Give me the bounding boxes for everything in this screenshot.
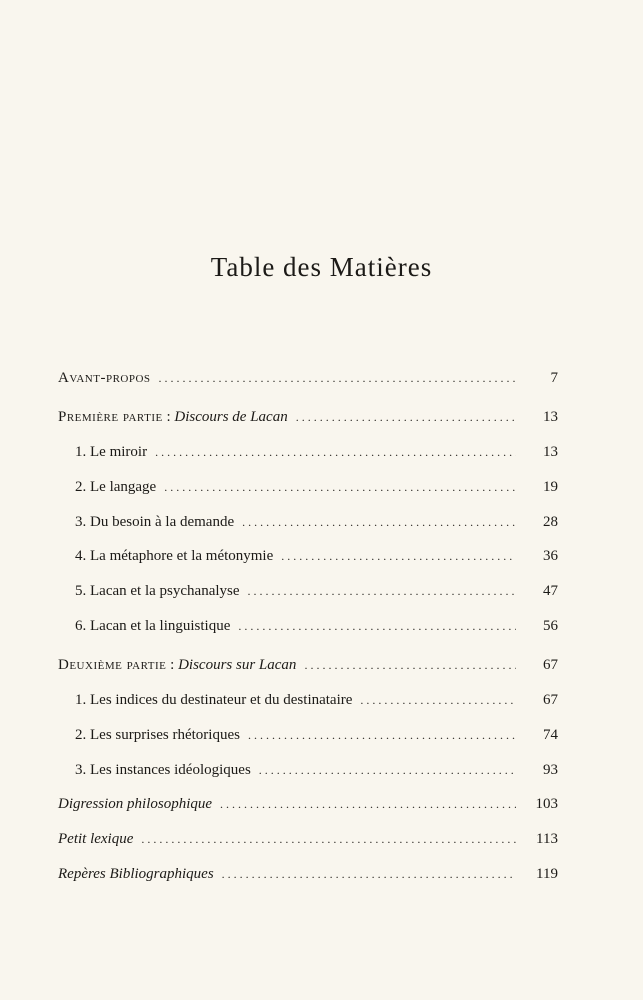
- dot-leader: [220, 794, 516, 814]
- toc-entry-le-langage: [75, 477, 558, 497]
- toc-entry-label: Avant-propos: [58, 370, 151, 386]
- toc-entry-label: 6. Lacan et la linguistique: [75, 618, 231, 634]
- toc-part-label: Deuxième partie: [58, 657, 167, 673]
- toc-entry-page: 47: [543, 583, 558, 599]
- toc-entry-reperes: [58, 864, 558, 884]
- toc-entry-page: 74: [543, 727, 558, 743]
- toc-part-label: Première partie: [58, 409, 163, 425]
- toc-entry-page: 56: [543, 618, 558, 634]
- dot-leader: [281, 546, 516, 566]
- toc-entry-label: 1. Le miroir: [75, 444, 148, 460]
- page-title: Table des Matières: [210, 252, 433, 282]
- toc-entry-label: Digression philosophique: [58, 796, 213, 812]
- toc-entry-lexique: [58, 829, 558, 849]
- dot-leader: [242, 512, 516, 532]
- toc-entry-page: 13: [543, 409, 558, 425]
- dot-leader: [296, 407, 516, 427]
- dot-leader: [159, 368, 516, 388]
- toc-entry-label: Repères Bibliographiques: [58, 866, 214, 882]
- dot-leader: [222, 864, 516, 884]
- dot-leader: [164, 477, 516, 497]
- toc-entry-page: 103: [535, 796, 558, 812]
- toc-part-subtitle: Discours sur Lacan: [178, 657, 297, 673]
- dot-leader: [360, 690, 516, 710]
- toc-entry-label: 1. Les indices du destinateur et du destinataire: [75, 692, 353, 708]
- toc-entry-psychanalyse: [75, 581, 558, 601]
- toc-entry-page: 19: [543, 479, 558, 495]
- toc-entry-page: 113: [536, 831, 558, 847]
- toc-entry-label: 5. Lacan et la psychanalyse: [75, 583, 240, 599]
- toc-entry-avant-propos: [58, 368, 558, 388]
- toc-entry-digression: [58, 794, 558, 814]
- toc-entry-linguistique: [75, 616, 558, 636]
- dot-leader: [304, 655, 516, 675]
- toc-entry-le-miroir: [75, 442, 558, 462]
- toc-entry-indices: [75, 690, 558, 710]
- toc-part-separator: :: [162, 409, 175, 425]
- dot-leader: [141, 829, 516, 849]
- toc-entry-label: Petit lexique: [58, 831, 134, 847]
- toc-entry-premiere-partie: [58, 407, 558, 427]
- toc-entry-instances: [75, 760, 558, 780]
- toc-entry-label: 3. Du besoin à la demande: [75, 514, 235, 530]
- toc-entry-page: 119: [536, 866, 558, 882]
- toc-entry-page: 36: [543, 548, 558, 564]
- toc-part-separator: :: [166, 657, 179, 673]
- toc-entry-deuxieme-partie: [58, 655, 558, 675]
- toc-entry-page: 13: [543, 444, 558, 460]
- toc-part-subtitle: Discours de Lacan: [174, 409, 288, 425]
- dot-leader: [259, 760, 516, 780]
- dot-leader: [248, 725, 516, 745]
- toc-entry-page: 67: [543, 657, 558, 673]
- dot-leader: [248, 581, 516, 601]
- toc-entry-page: 7: [550, 370, 558, 386]
- toc-entry-label: 3. Les instances idéologiques: [75, 762, 251, 778]
- toc-entry-surprises: [75, 725, 558, 745]
- toc-entry-label: 2. Le langage: [75, 479, 157, 495]
- dot-leader: [155, 442, 516, 462]
- dot-leader: [238, 616, 516, 636]
- toc-entry-du-besoin: [75, 512, 558, 532]
- toc-entry-label: 2. Les surprises rhétoriques: [75, 727, 240, 743]
- toc-entry-page: 28: [543, 514, 558, 530]
- toc-entry-page: 93: [543, 762, 558, 778]
- toc-entry-page: 67: [543, 692, 558, 708]
- toc-entry-metaphore: [75, 546, 558, 566]
- toc-entry-label: 4. La métaphore et la métonymie: [75, 548, 274, 564]
